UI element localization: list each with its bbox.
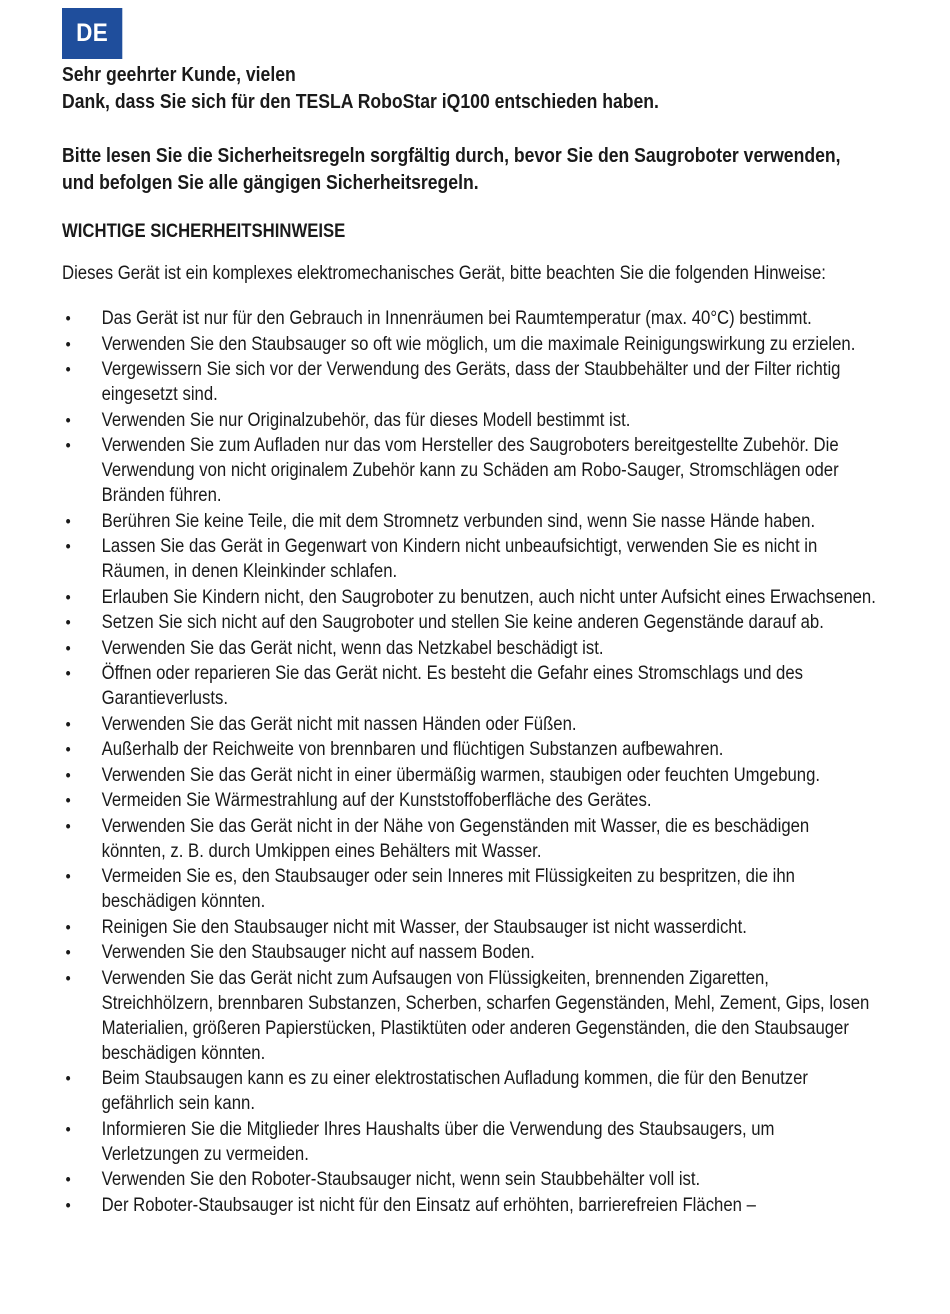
intro-instruction: Bitte lesen Sie die Sicherheitsregeln sorgfältig durch, bevor Sie den Saugroboter verwenden,: [62, 145, 841, 167]
list-item-text: Verwenden Sie das Gerät nicht in einer übermäßig warmen, staubigen oder feuchten Umgebung.: [101, 764, 821, 786]
list-item: [62, 915, 876, 940]
bullet-icon: •: [65, 1069, 71, 1088]
list-item-text: Vermeiden Sie es, den Staubsauger oder sein Inneres mit Flüssigkeiten zu bespritzen, die ihn beschädigen könnten.: [101, 866, 795, 912]
list-item: [62, 712, 876, 737]
bullet-icon: •: [65, 638, 71, 658]
list-item: [62, 966, 876, 1066]
bullet-icon: •: [65, 867, 71, 886]
bullet-icon: •: [65, 537, 71, 556]
list-item: [62, 306, 876, 331]
bullet-icon: •: [65, 436, 71, 455]
list-item: [62, 940, 876, 965]
list-item: [62, 332, 876, 357]
intro-greeting: Sehr geehrter Kunde, vielen: [62, 64, 296, 86]
list-item-text: Informieren Sie die Mitglieder Ihres Haushalts über die Verwendung des Staubsaugers, um Verletzungen zu vermeiden.: [101, 1118, 775, 1165]
list-item-text: Der Roboter-Staubsauger ist nicht für den Einsatz auf erhöhten, barrierefreien Flächen –: [101, 1194, 756, 1216]
bullet-icon: •: [65, 917, 71, 937]
list-item: [62, 636, 876, 661]
list-item: [62, 408, 876, 433]
bullet-icon: •: [65, 943, 71, 962]
bullet-icon: •: [65, 360, 71, 379]
bullet-icon: •: [65, 410, 71, 430]
bullet-icon: •: [65, 587, 71, 607]
list-item: [62, 1193, 876, 1218]
list-item-text: Verwenden Sie das Gerät nicht mit nassen Händen oder Füßen.: [101, 713, 577, 735]
list-item-text: Vergewissern Sie sich vor der Verwendung des Geräts, dass der Staubbehälter und der Filter richtig eingesetzt sind.: [101, 359, 841, 405]
intro-thanks: Dank, dass Sie sich für den TESLA RoboStar iQ100 entschieden haben.: [62, 91, 659, 113]
list-item: [62, 763, 876, 788]
list-item: [62, 610, 876, 635]
intro-block: [62, 62, 876, 197]
list-item-text: Verwenden Sie den Roboter-Staubsauger nicht, wenn sein Staubbehälter voll ist.: [101, 1169, 701, 1190]
list-item-text: Verwenden Sie nur Originalzubehör, das für dieses Modell bestimmt ist.: [101, 409, 631, 431]
list-item-text: Reinigen Sie den Staubsauger nicht mit Wasser, der Staubsauger ist nicht wasserdicht.: [101, 916, 747, 938]
list-item: [62, 661, 876, 711]
list-item: [62, 509, 876, 534]
bullet-icon: •: [65, 1119, 71, 1139]
bullet-icon: •: [65, 511, 71, 531]
list-item-text: Das Gerät ist nur für den Gebrauch in Innenräumen bei Raumtemperatur (max. 40°C) bestimmt.: [101, 308, 812, 329]
list-item-text: Vermeiden Sie Wärmestrahlung auf der Kunststoffoberfläche des Gerätes.: [101, 790, 652, 811]
list-item-text: Berühren Sie keine Teile, die mit dem Stromnetz verbunden sind, wenn Sie nasse Hände haben.: [101, 510, 816, 532]
lead-paragraph: Dieses Gerät ist ein komplexes elektromechanisches Gerät, bitte beachten Sie die folgenden Hinweise:: [62, 263, 826, 284]
page-content: [62, 62, 876, 1218]
bullet-icon: •: [65, 1170, 71, 1189]
list-item: [62, 737, 876, 762]
intro-instruction-cont: und befolgen Sie alle gängigen Sicherheitsregeln.: [62, 172, 479, 194]
bullet-icon: •: [65, 1195, 71, 1215]
bullet-icon: •: [65, 791, 71, 810]
list-item-text: Öffnen oder reparieren Sie das Gerät nicht. Es besteht die Gefahr eines Stromschlags und des Garantieverlusts.: [101, 663, 804, 709]
list-item-text: Erlauben Sie Kindern nicht, den Saugroboter zu benutzen, auch nicht unter Aufsicht eines Erwachsenen.: [101, 586, 876, 608]
list-item: [62, 433, 876, 508]
language-badge-label: DE: [76, 19, 109, 47]
list-item-text: Lassen Sie das Gerät in Gegenwart von Kindern nicht unbeaufsichtigt, verwenden Sie es nicht in Räumen, in denen Kleinkinder schlafen.: [101, 536, 818, 582]
list-item-text: Verwenden Sie zum Aufladen nur das vom Hersteller des Saugroboters bereitgestellte Zubehör. Die Verwendung von nicht originalem Zubehör kann zu Schäden am Robo-Sauger, Stromschlägen oder Bränden führen.: [101, 435, 839, 506]
list-item: [62, 814, 876, 864]
list-item-text: Verwenden Sie das Gerät nicht in der Nähe von Gegenständen mit Wasser, die es beschädigen könnten, z. B. durch Umkippen eines Behälters mit Wasser.: [101, 815, 810, 862]
section-title: WICHTIGE SICHERHEITSHINWEISE: [62, 221, 346, 242]
list-item-text: Außerhalb der Reichweite von brennbaren und flüchtigen Substanzen aufbewahren.: [101, 739, 724, 760]
bullet-icon: •: [65, 968, 71, 988]
list-item-text: Verwenden Sie das Gerät nicht, wenn das Netzkabel beschädigt ist.: [101, 637, 604, 659]
bullet-icon: •: [65, 613, 71, 632]
list-item-text: Setzen Sie sich nicht auf den Saugroboter und stellen Sie keine anderen Gegenstände darauf ab.: [101, 612, 824, 633]
list-item: [62, 1117, 876, 1167]
bullet-icon: •: [65, 816, 71, 836]
bullet-icon: •: [65, 765, 71, 785]
list-item-text: Verwenden Sie den Staubsauger so oft wie möglich, um die maximale Reinigungswirkung zu erzielen.: [101, 333, 856, 355]
bullet-icon: •: [65, 309, 71, 328]
bullet-icon: •: [65, 740, 71, 759]
safety-rules-list: [62, 306, 876, 1218]
list-item: [62, 357, 876, 407]
list-item-text: Beim Staubsaugen kann es zu einer elektrostatischen Aufladung kommen, die für den Benutzer gefährlich sein kann.: [101, 1068, 808, 1114]
list-item-text: Verwenden Sie das Gerät nicht zum Aufsaugen von Flüssigkeiten, brennenden Zigaretten, Streichhölzern, brennbaren Substanzen, Scherben, scharfen Gegenständen, Mehl, Zement, Gips, losen Materialien, größeren Papierstücken, Plastiktüten oder anderen Gegenständen, die den Staubsauger beschädigen könnten.: [101, 967, 870, 1064]
list-item: [62, 585, 876, 610]
list-item: [62, 788, 876, 813]
list-item: [62, 1066, 876, 1116]
list-item: [62, 864, 876, 914]
bullet-icon: •: [65, 714, 71, 734]
list-item-text: Verwenden Sie den Staubsauger nicht auf nassem Boden.: [101, 942, 535, 963]
list-item: [62, 534, 876, 584]
bullet-icon: •: [65, 664, 71, 683]
language-badge: [62, 8, 122, 59]
list-item: [62, 1167, 876, 1192]
bullet-icon: •: [65, 334, 71, 354]
